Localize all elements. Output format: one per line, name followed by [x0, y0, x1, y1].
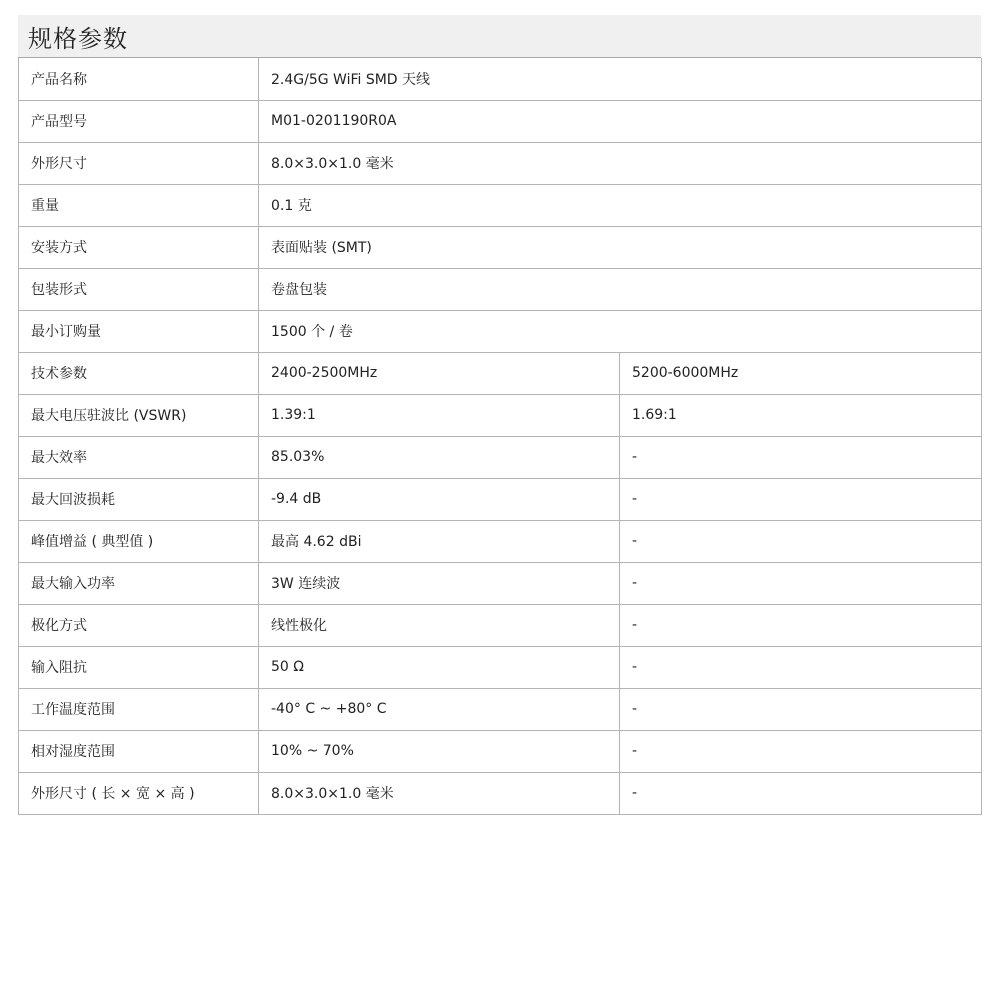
- band1-value: 10% ~ 70%: [259, 730, 620, 772]
- band2-value: 5200-6000MHz: [620, 352, 982, 394]
- row-label: 最大输入功率: [19, 562, 259, 604]
- spec-sheet: [18, 15, 981, 815]
- tech-row: [19, 772, 982, 814]
- tech-row: [19, 730, 982, 772]
- row-label: 产品型号: [19, 100, 259, 142]
- table-row: [19, 268, 982, 310]
- band1-value: 85.03%: [259, 436, 620, 478]
- table-row: [19, 142, 982, 184]
- row-label: 安装方式: [19, 226, 259, 268]
- row-label: 外形尺寸 ( 长 × 宽 × 高 ): [19, 772, 259, 814]
- tech-row: [19, 688, 982, 730]
- band1-value: -40° C ~ +80° C: [259, 688, 620, 730]
- section-title: 规格参数: [28, 24, 128, 53]
- row-value: M01-0201190R0A: [259, 100, 982, 142]
- row-label: 最小订购量: [19, 310, 259, 352]
- row-label: 最大回波损耗: [19, 478, 259, 520]
- tech-row: [19, 646, 982, 688]
- row-label: 技术参数: [19, 352, 259, 394]
- row-value: 2.4G/5G WiFi SMD 天线: [259, 58, 982, 100]
- table-row: [19, 310, 982, 352]
- tech-row: [19, 604, 982, 646]
- row-label: 包装形式: [19, 268, 259, 310]
- band2-value: -: [620, 478, 982, 520]
- band2-value: 1.69:1: [620, 394, 982, 436]
- tech-row: [19, 436, 982, 478]
- band2-value: -: [620, 562, 982, 604]
- row-value: 卷盘包装: [259, 268, 982, 310]
- spec-table: [18, 58, 982, 815]
- band2-value: -: [620, 520, 982, 562]
- row-value: 表面贴装 (SMT): [259, 226, 982, 268]
- table-row: [19, 58, 982, 100]
- row-label: 相对湿度范围: [19, 730, 259, 772]
- row-label: 工作温度范围: [19, 688, 259, 730]
- table-row: [19, 184, 982, 226]
- tech-row: [19, 562, 982, 604]
- tech-row: [19, 352, 982, 394]
- tech-row: [19, 520, 982, 562]
- band2-value: -: [620, 646, 982, 688]
- band1-value: 3W 连续波: [259, 562, 620, 604]
- row-label: 最大效率: [19, 436, 259, 478]
- table-row: [19, 226, 982, 268]
- row-label: 外形尺寸: [19, 142, 259, 184]
- band2-value: -: [620, 688, 982, 730]
- band2-value: -: [620, 772, 982, 814]
- row-value: 1500 个 / 卷: [259, 310, 982, 352]
- band1-value: 2400-2500MHz: [259, 352, 620, 394]
- band2-value: -: [620, 604, 982, 646]
- band1-value: 8.0×3.0×1.0 毫米: [259, 772, 620, 814]
- tech-row: [19, 394, 982, 436]
- row-label: 极化方式: [19, 604, 259, 646]
- band1-value: 线性极化: [259, 604, 620, 646]
- band2-value: -: [620, 436, 982, 478]
- tech-row: [19, 478, 982, 520]
- band1-value: -9.4 dB: [259, 478, 620, 520]
- section-header: [18, 15, 981, 58]
- row-value: 8.0×3.0×1.0 毫米: [259, 142, 982, 184]
- row-label: 产品名称: [19, 58, 259, 100]
- band1-value: 1.39:1: [259, 394, 620, 436]
- row-value: 0.1 克: [259, 184, 982, 226]
- band1-value: 最高 4.62 dBi: [259, 520, 620, 562]
- band1-value: 50 Ω: [259, 646, 620, 688]
- row-label: 重量: [19, 184, 259, 226]
- row-label: 峰值增益 ( 典型值 ): [19, 520, 259, 562]
- band2-value: -: [620, 730, 982, 772]
- row-label: 最大电压驻波比 (VSWR): [19, 394, 259, 436]
- table-row: [19, 100, 982, 142]
- row-label: 输入阻抗: [19, 646, 259, 688]
